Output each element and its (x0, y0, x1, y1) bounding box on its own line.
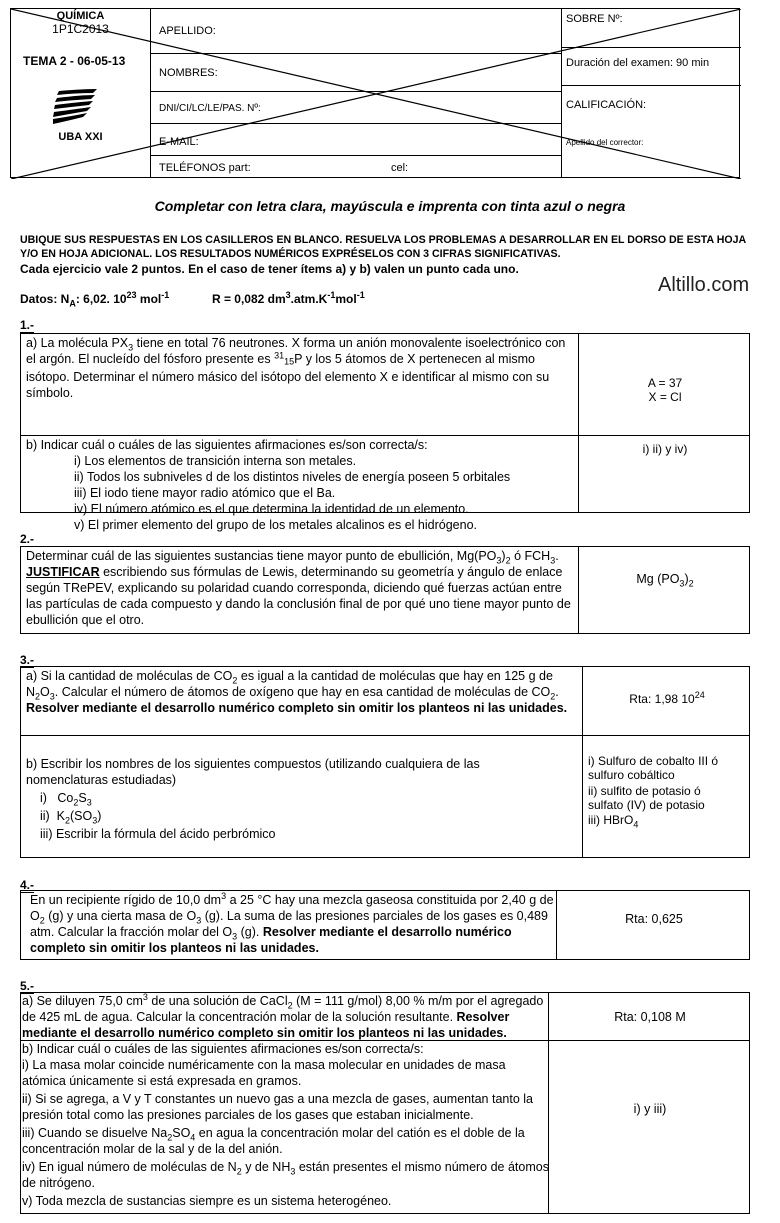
nombres-label: NOMBRES: (159, 67, 218, 79)
q1-number: 1.- (20, 318, 35, 332)
instructions-line2: Y/O EN HOJA ADICIONAL. LOS RESULTADOS NUMÉRICOS EXPRÉSELOS CON 3 CIFRAS SIGNIFICATIVAS. (20, 248, 561, 260)
duracion-label: Duración del examen: 90 min (566, 57, 710, 69)
email-label: E-MAIL: (159, 136, 199, 148)
corrector-label: Apellido del corrector: (566, 138, 644, 147)
q1-b-ii: ii) Todos los subniveles d de los distintos niveles de energía poseen 5 orbitales (74, 470, 511, 484)
dni-label: DNI/CI/LC/LE/PAS. Nº: (159, 103, 261, 114)
q5-b-i-2: atómica únicamente si está expresada en gramos. (22, 1074, 302, 1088)
q1-a-answer-1: A = 37 (647, 376, 683, 390)
q5-a-text: a) Se diluyen 75,0 $cm^3$ de una solución de CaCl$_2$ (M = 111 g/mol) 8,00 % m/m por el agregado de 425 mL de agua. Calcular la concentración molar de la solución resultante. Resolver mediante el desarrollo numérico completo sin omitir los planteos ni las unidades. (22, 991, 544, 1040)
q5-b-answer: i) y iii) (633, 1102, 667, 1116)
q5-b-ii-2: presión total como las presiones parciales de los gases que estaban inicialmente. (22, 1108, 474, 1122)
q5-b-iv-1: iv) En igual número de moléculas de $N_2$ y de $NH_3$ están presentes el mismo número de átomos (22, 1160, 549, 1177)
q1-b-v: v) El primer elemento del grupo de los metales alcalinos es el hidrógeno. (74, 518, 477, 532)
q2-answer: Mg $(PO_3)_2$ (636, 572, 694, 589)
q1-b-iv: iv) El número atómico es el que determina la identidad de un elemento. (74, 502, 469, 516)
instructions-line1: UBIQUE SUS RESPUESTAS EN LOS CASILLEROS EN BLANCO. RESUELVA LOS PROBLEMAS A DESARROLLAR EN EL DORSO DE ESTA HOJA (20, 234, 747, 246)
q4-answer: Rta: 0,625 (625, 912, 683, 926)
instructions-title: Completar con letra clara, mayúscula e imprenta con tinta azul o negra (154, 198, 626, 214)
q3-a-answer: Rta: 1,98 $10^{24}$ (629, 690, 705, 706)
q3-b-iii: iii) Escribir la fórmula del ácido perbrómico (40, 827, 276, 841)
q3-b-answer-4: sulfato (IV) de potasio (588, 798, 705, 812)
q3-b-answer-5: iii) HBrO$_4$ (588, 813, 639, 830)
exam-code: 1P1C2013 (52, 22, 109, 36)
q3-b-answer-3: ii) sulfito de potasio ó (588, 784, 701, 798)
q3-b-intro-1: b) Escribir los nombres de los siguientes compuestos (utilizando cualquiera de las (26, 757, 480, 771)
q5-b-ii-1: ii) Si se agrega, a V y T constantes un nuevo gas a una mezcla de gases, aumentan tanto la (22, 1092, 533, 1106)
q4-text: En un recipiente rígido de 10,0 $dm^3$ a 25 °C hay una mezcla gaseosa constituida por 2,40 g de $O_2$ (g) y una cierta masa de $O_3$ (g). La suma de las presiones parciales de los gases es 0,489 atm. Calcular la fracción molar del $O_3$ (g). Resolver mediante el desarrollo numérico completo sin omitir los planteos ni las unidades. (30, 890, 554, 955)
q2-number: 2.- (20, 532, 35, 546)
q3-number: 3.- (20, 653, 35, 667)
q3-b-i: i) $Co_2S_3$ (40, 791, 92, 808)
datos: Datos: $N_A$: 6,02. $10^{23}$ mol$^{-1}$ R = 0,082 $dm^3.atm.K^{-1}mol^{-1}$ (20, 290, 365, 309)
q1-a-text: a) La molécula $PX_3$ tiene en total 76 neutrones. X forma un anión monovalente isoelectrónico con el argón. El nucleído del fósforo presente es $^{31}_{15}$P y los 5 átomos de X pertenecen al mismo isótopo. Determinar el número másico del isótopo del elemento X e identificar al mismo con su símbolo. (26, 336, 566, 400)
q1-b-intro: b) Indicar cuál o cuáles de las siguientes afirmaciones es/son correcta/s: (26, 438, 428, 452)
q3-b-answer-2: sulfuro cobáltico (588, 768, 675, 782)
q5-b-i-1: i) La masa molar coincide numéricamente con la masa molecular en unidades de masa (22, 1058, 506, 1072)
cel-label: cel: (391, 162, 409, 174)
q5-number: 5.- (20, 979, 35, 993)
q1-b-answer: i) ii) y iv) (642, 442, 688, 456)
telefonos-label: TELÉFONOS part: (159, 162, 251, 174)
sobre-label: SOBRE Nº: (566, 13, 623, 25)
q5-b-intro: b) Indicar cuál o cuáles de las siguientes afirmaciones es/son correcta/s: (22, 1042, 424, 1056)
q1-b-iii: iii) El iodo tiene mayor radio atómico que el Ba. (74, 486, 336, 500)
cross-out-lines (11, 9, 741, 179)
apellido-label: APELLIDO: (159, 25, 216, 37)
watermark: Altillo.com (658, 274, 750, 296)
calificacion-label: CALIFICACIÓN: (566, 99, 647, 111)
tema: TEMA 2 - 06-05-13 (23, 54, 126, 68)
q5-b-v: v) Toda mezcla de sustancias siempre es un sistema heterogéneo. (22, 1194, 392, 1208)
q5-b-iii-2: concentración molar de la sal y de la del anión. (22, 1142, 283, 1156)
logo-text: UBA XXI (58, 131, 103, 143)
subject: QUÍMICA (56, 10, 105, 22)
q1-a-answer-2: X = Cl (648, 390, 682, 404)
q3-a-text: a) Si la cantidad de moléculas de $CO_2$ es igual a la cantidad de moléculas que hay en 125 g de $N_2O_3$. Calcular el número de átomos de oxígeno que hay en esa cantidad de moléculas de $CO_2$. Resolver mediante el desarrollo numérico completo sin omitir los planteos ni las unidades. (26, 669, 568, 715)
q5-a-answer: Rta: 0,108 M (614, 1010, 686, 1024)
q5-b-iii-1: iii) Cuando se disuelve $Na_2SO_4$ en agua la concentración molar del catión es el doble de la (22, 1126, 525, 1143)
q4-number: 4.- (20, 878, 35, 892)
q1-b-i: i) Los elementos de transición interna son metales. (74, 454, 357, 468)
instructions-line3: Cada ejercicio vale 2 puntos. En el caso de tener ítems a) y b) valen un punto cada uno. (20, 262, 519, 276)
q5-b-iv-2: de nitrógeno. (22, 1176, 95, 1190)
q3-b-intro-2: nomenclaturas estudiadas) (26, 773, 177, 787)
q3-b-answer-1: i) Sulfuro de cobalto III ó (588, 754, 719, 768)
q2-text: Determinar cuál de las siguientes sustancias tiene mayor punto de ebullición, $Mg(PO_3)_2$ ó $FCH_3$. JUSTIFICAR escribiendo sus fórmulas de Lewis, determinando su geometría y ángulo de enlace según TRePEV, explicando su polaridad cuando corresponda, diciendo qué fuerzas actúan entre las partículas de cada compuesto y dando la conclusión final de por qué uno tiene mayor punto de ebullición que el otro. (26, 549, 571, 627)
header-box (10, 8, 740, 178)
q3-b-ii: ii) $K_2(SO_3)$ (40, 809, 102, 826)
